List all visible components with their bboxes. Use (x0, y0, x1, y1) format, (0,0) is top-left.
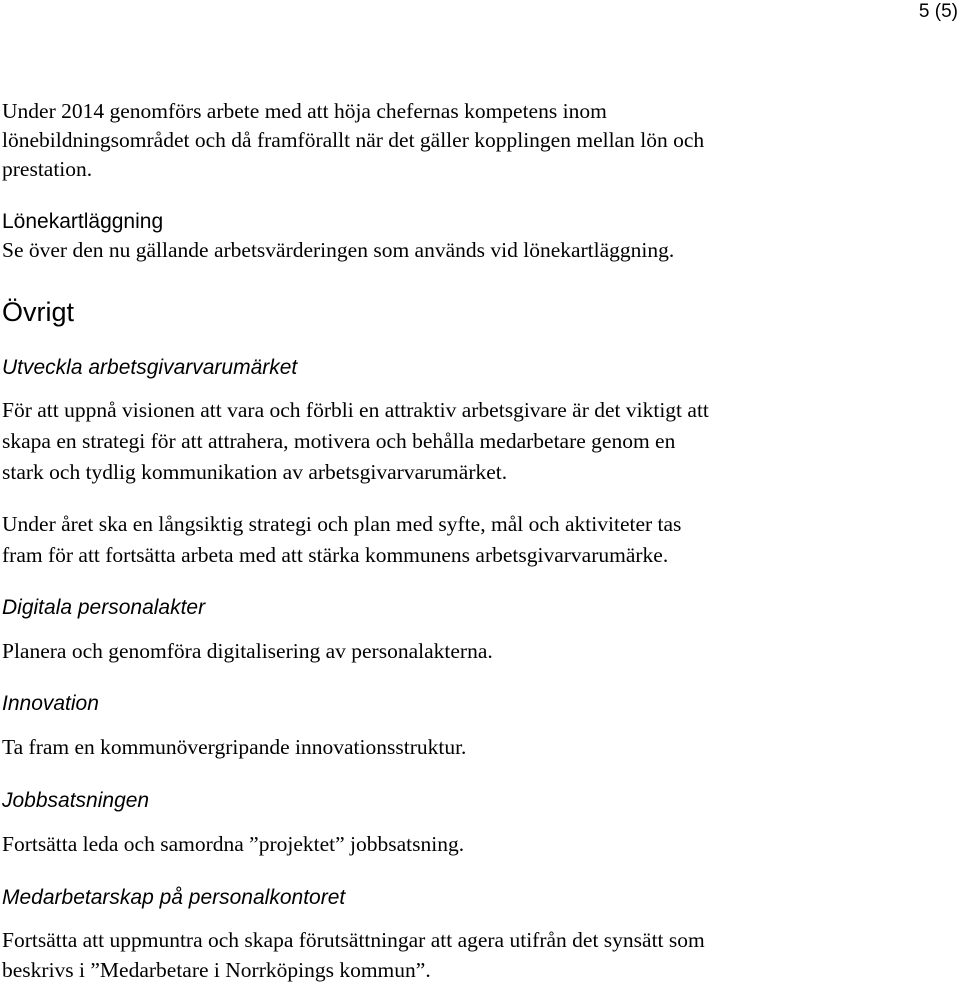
intro-line: Under 2014 genomförs arbete med att höja chefernas kompetens inom (2, 99, 607, 123)
digitala-text: Planera och genomföra digitalisering av personalakterna. (2, 639, 493, 663)
paragraph-line: stark och tydlig kommunikation av arbetsgivarvarumärket. (2, 460, 508, 484)
arbetsgivarvarumarket-heading: Utveckla arbetsgivarvarumärket (2, 356, 298, 379)
paragraph-line: beskrivs i ”Medarbetare i Norrköpings kommun”. (2, 958, 431, 982)
paragraph-line: Fortsätta att uppmuntra och skapa förutsättningar att agera utifrån det synsätt som (2, 928, 705, 952)
innovation-text: Ta fram en kommunövergripande innovationsstruktur. (2, 735, 467, 759)
paragraph-line: fram för att fortsätta arbeta med att stärka kommunens arbetsgivarvarumärke. (2, 543, 669, 567)
jobbsatsningen-text: Fortsätta leda och samordna ”projektet” jobbsatsning. (2, 832, 465, 856)
medarbetarskap-heading: Medarbetarskap på personalkontoret (2, 886, 346, 909)
lonekartlaggning-section (2, 208, 674, 266)
jobbsatsningen-heading: Jobbsatsningen (2, 789, 150, 812)
arbetsgivarvarumarket-paragraph-1 (2, 395, 709, 488)
page-number: 5 (5) (918, 1, 958, 22)
intro-line: lönebildningsområdet och då framförallt när det gäller kopplingen mellan lön och (2, 128, 705, 152)
paragraph-line: Under året ska en långsiktig strategi och plan med syfte, mål och aktiviteter tas (2, 512, 682, 536)
medarbetarskap-paragraph (2, 925, 705, 985)
innovation-heading: Innovation (2, 692, 99, 715)
lonekartlaggning-heading: Lönekartläggning (2, 210, 164, 233)
intro-paragraph (2, 96, 704, 185)
paragraph-line: För att uppnå visionen att vara och förbli en attraktiv arbetsgivare är det viktigt att (2, 398, 709, 422)
intro-line: prestation. (2, 157, 93, 181)
paragraph-line: skapa en strategi för att attrahera, motivera och behålla medarbetare genom en (2, 429, 676, 453)
arbetsgivarvarumarket-paragraph-2 (2, 509, 681, 571)
digitala-heading: Digitala personalakter (2, 596, 206, 619)
lonekartlaggning-text: Se över den nu gällande arbetsvärderingen som används vid lönekartläggning. (2, 238, 675, 262)
ovrigt-heading: Övrigt (2, 297, 75, 327)
